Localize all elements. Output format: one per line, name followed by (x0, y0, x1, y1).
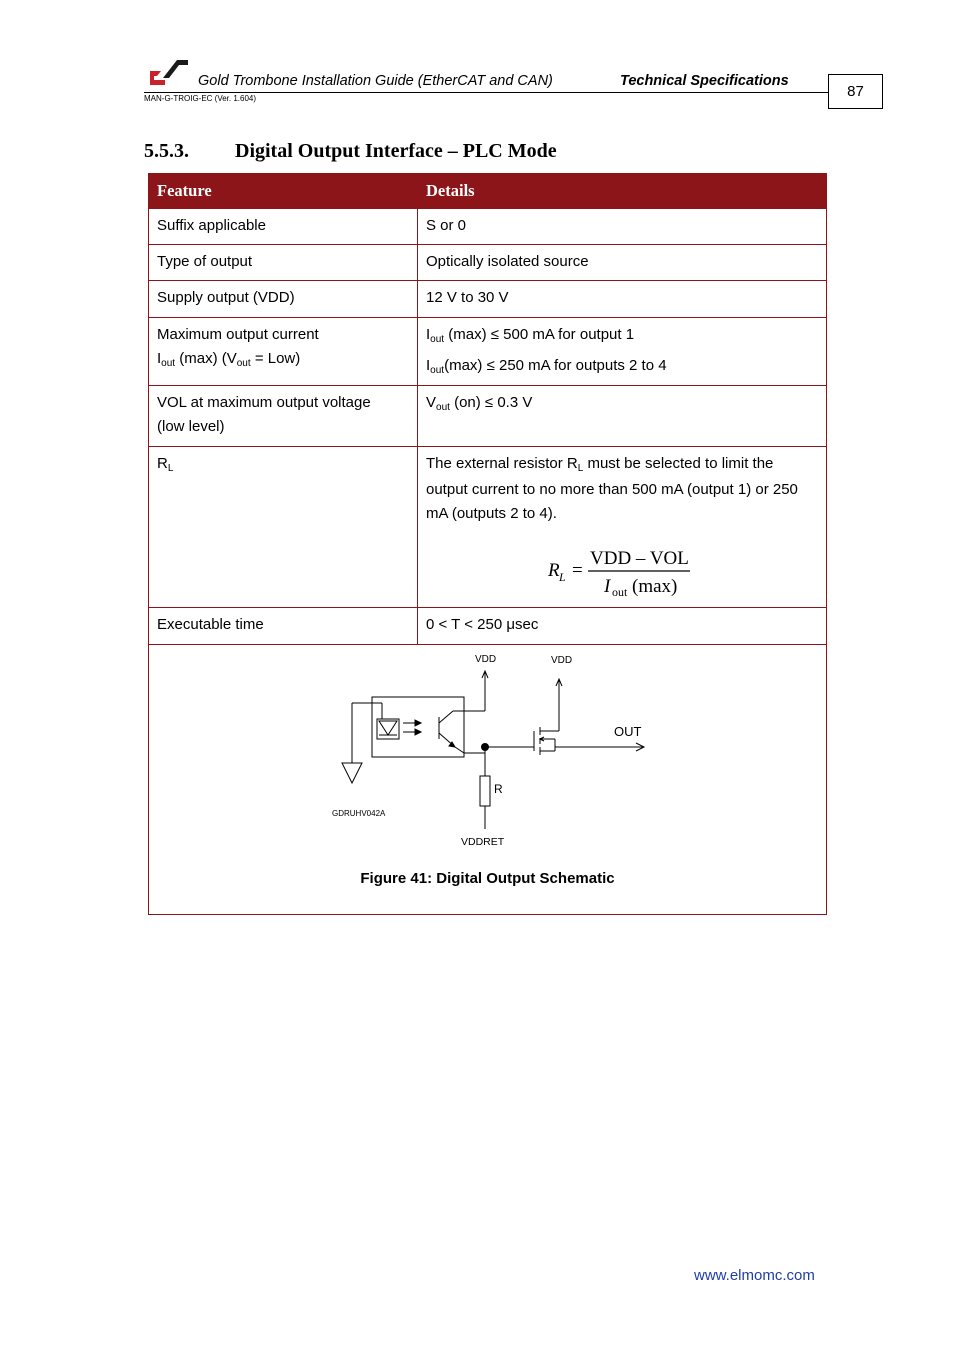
details-text: The external resistor $R_L$ must be selected to limit the output current to no more than 500 mA (output 1) or 250 mA (outputs 2 to 4). (426, 455, 798, 522)
resistor-label: R (494, 782, 503, 796)
document-version: MAN-G-TROIG-EC (Ver. 1.604) (144, 94, 257, 103)
out-label: OUT (614, 724, 642, 739)
feature-cell (149, 318, 418, 386)
section-number: 5.5.3. (144, 140, 189, 162)
feature-line: Maximum output current (157, 326, 319, 343)
svg-text:(max): (max) (632, 576, 678, 596)
section-name: Technical Specifications (620, 73, 789, 89)
feature-cell: Supply output (VDD) (149, 281, 418, 318)
elmo-logo (149, 58, 189, 86)
table-row (149, 608, 827, 645)
feature-cell: Suffix applicable (149, 209, 418, 245)
resistor-formula (426, 544, 816, 596)
column-header-details: Details (418, 174, 827, 209)
figure-caption: Figure 41: Digital Output Schematic (360, 870, 615, 887)
feature-cell: VOL at maximum output voltage (low level) (149, 386, 418, 447)
table-header-row (149, 174, 827, 209)
vddret-label: VDDRET (461, 836, 505, 848)
details-cell: 0 < T < 250 μsec (418, 608, 827, 645)
table-row (149, 281, 827, 318)
feature-line: $I_{out}$ (max) $(V_{out} = Low)$ (157, 350, 301, 369)
document-title: Gold Trombone Installation Guide (EtherCAT and CAN) (198, 73, 553, 89)
column-header-feature: Feature (149, 174, 418, 209)
details-cell (418, 318, 827, 386)
figure-cell (149, 645, 827, 915)
details-cell: S or 0 (418, 209, 827, 245)
feature-cell: $R_L$ (149, 447, 418, 608)
details-line: $I_{out}$ (max) ≤ 500 mA for output 1 (426, 326, 635, 345)
details-cell (418, 447, 827, 608)
table-row (149, 245, 827, 281)
feature-cell: Executable time (149, 608, 418, 645)
figure-row (149, 645, 827, 915)
digital-output-schematic (319, 651, 659, 856)
header-rule (144, 92, 828, 93)
vdd-label: VDD (551, 655, 573, 666)
table-row (149, 386, 827, 447)
table-row (149, 447, 827, 608)
table-row (149, 209, 827, 245)
svg-text:VDD – VOL: VDD – VOL (590, 548, 689, 569)
details-cell: 12 V to 30 V (418, 281, 827, 318)
svg-text:R: R (548, 560, 560, 581)
details-cell: Optically isolated source (418, 245, 827, 281)
vdd-label: VDD (475, 654, 497, 665)
svg-text:I: I (604, 576, 611, 596)
details-cell: $V_{out}$ (on) ≤ 0.3 V (418, 386, 827, 447)
section-title: Digital Output Interface – PLC Mode (235, 140, 557, 162)
page-number: 87 (828, 74, 883, 109)
spec-table (148, 173, 827, 915)
svg-text:out: out (612, 585, 628, 596)
feature-cell: Type of output (149, 245, 418, 281)
table-row (149, 318, 827, 386)
svg-text:=: = (572, 560, 583, 581)
details-line: $I_{out}(\max) \le 250$ mA for outputs 2 to 4 (426, 357, 667, 376)
svg-text:L: L (559, 570, 566, 584)
footer-website-link[interactable]: www.elmomc.com (694, 1267, 815, 1284)
drawing-id-label: GDRUHV042A (332, 809, 386, 818)
